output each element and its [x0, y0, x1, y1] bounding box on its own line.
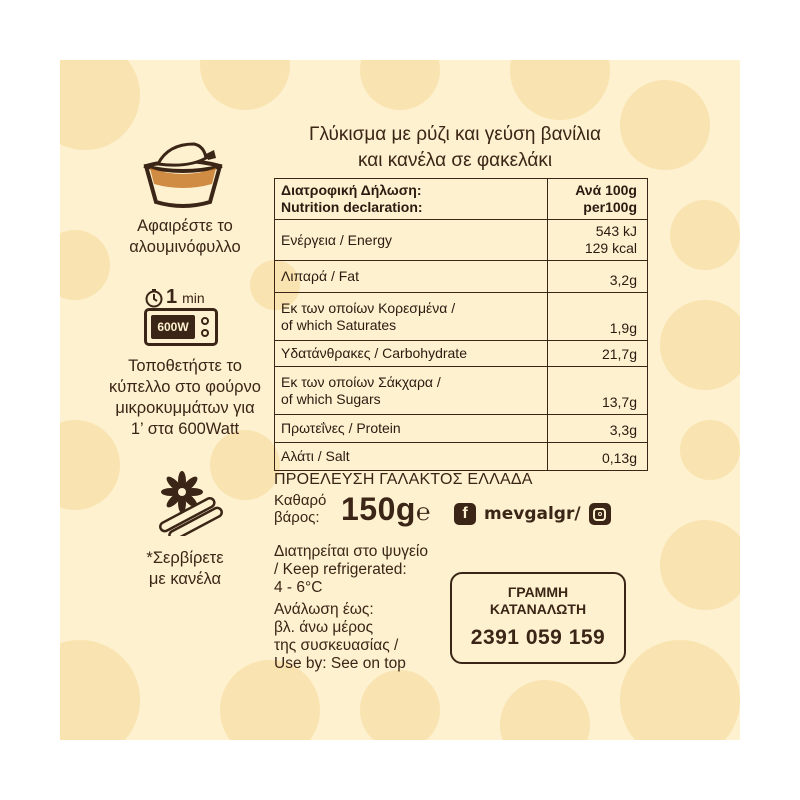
milk-origin: ΠΡΟΕΛΕΥΣΗ ΓΑΛΑΚΤΟΣ ΕΛΛΑΔΑ	[274, 471, 533, 488]
serve-text: *Σερβίρετε με κανέλα	[146, 549, 224, 588]
decor-dot	[360, 60, 440, 110]
nutrition-label: Πρωτεΐνες / Protein	[275, 415, 548, 443]
nutrition-value: 3,3g	[548, 415, 648, 443]
microwave-icon	[144, 308, 218, 346]
cup-with-foil-icon	[138, 140, 228, 210]
nutrition-row-sugars	[275, 367, 648, 415]
decor-dot	[660, 300, 740, 390]
remove-foil-text: Αφαιρέστε το αλουμινόφυλλο	[129, 217, 241, 256]
decor-dot	[670, 200, 740, 270]
storage-info: Διατηρείται στο ψυγείο / Keep refrigerated: 4 - 6°C Ανάλωση έως: βλ. άνω μέρος της συσκευασίας / Use by: See on top	[274, 543, 428, 672]
nutrition-value: 0,13g	[548, 443, 648, 471]
consumer-phone[interactable]: 2391 059 159	[470, 626, 606, 649]
cinnamon-star-anise-icon	[152, 470, 224, 536]
nutrition-value: 3,2g	[548, 261, 648, 293]
microwave-knob	[201, 329, 209, 337]
nutrition-label: Υδατάνθρακες / Carbohydrate	[275, 341, 548, 367]
decor-dot	[500, 680, 590, 740]
nutrition-row-salt	[275, 443, 648, 471]
decor-dot	[660, 520, 740, 610]
nutrition-row-energy	[275, 220, 648, 261]
microwave-knob	[201, 317, 209, 325]
nutrition-row-protein	[275, 415, 648, 443]
nutrition-label: Εκ των οποίων Σάκχαρα / of which Sugars	[275, 367, 548, 415]
nutrition-label: Λιπαρά / Fat	[275, 261, 548, 293]
facebook-icon[interactable]: f	[454, 503, 476, 525]
timer-value: 1	[166, 286, 178, 308]
nutrition-row-fat	[275, 261, 648, 293]
decor-dot	[60, 640, 140, 740]
net-weight-value: 150g℮	[341, 491, 431, 527]
microwave-power-label: 600W	[151, 315, 195, 339]
nutrition-label: Αλάτι / Salt	[275, 443, 548, 471]
estimated-sign: ℮	[415, 499, 431, 526]
nutrition-header-row	[275, 179, 648, 220]
product-title-line2: και κανέλα σε φακελάκι	[357, 150, 553, 171]
decor-dot	[680, 420, 740, 480]
social-handle[interactable]: mevgalgr/	[484, 504, 581, 524]
product-title	[270, 122, 640, 174]
microwave-text: Τοποθετήστε το κύπελλο στο φούρνο μικροκυμμάτων για 1’ στα 600Watt	[109, 357, 261, 438]
label-panel	[60, 60, 740, 740]
decor-dot	[60, 60, 140, 150]
decor-dot	[360, 670, 440, 740]
nutrition-value: 543 kJ 129 kcal	[548, 220, 648, 261]
decor-dot	[620, 640, 740, 740]
nutrition-row-carbohydrate	[275, 341, 648, 367]
nutrition-value: 1,9g	[548, 293, 648, 341]
nutrition-header-value: Ανά 100g per100g	[548, 179, 648, 220]
timer-unit: min	[182, 290, 205, 306]
timer-icon	[144, 288, 164, 308]
nutrition-value: 21,7g	[548, 341, 648, 367]
nutrition-table	[274, 178, 648, 471]
nutrition-label: Ενέργεια / Energy	[275, 220, 548, 261]
consumer-line-label: ΓΡΑΜΜΗ ΚΑΤΑΝΑΛΩΤΗ	[489, 584, 587, 617]
microwave-timer	[144, 286, 205, 309]
social-links	[454, 503, 611, 525]
decor-dot	[60, 230, 110, 300]
decor-dot	[510, 60, 610, 120]
product-title-line1: Γλύκισμα με ρύζι και γεύση βανίλια	[308, 124, 601, 145]
decor-dot	[200, 60, 290, 110]
nutrition-label: Εκ των οποίων Κορεσμένα / of which Saturates	[275, 293, 548, 341]
nutrition-row-saturates	[275, 293, 648, 341]
net-weight-label: Καθαρό βάρος:	[274, 492, 327, 526]
instagram-icon[interactable]	[589, 503, 611, 525]
nutrition-header-label: Διατροφική Δήλωση: Nutrition declaration:	[275, 179, 548, 220]
consumer-line-box	[450, 572, 626, 664]
nutrition-value: 13,7g	[548, 367, 648, 415]
